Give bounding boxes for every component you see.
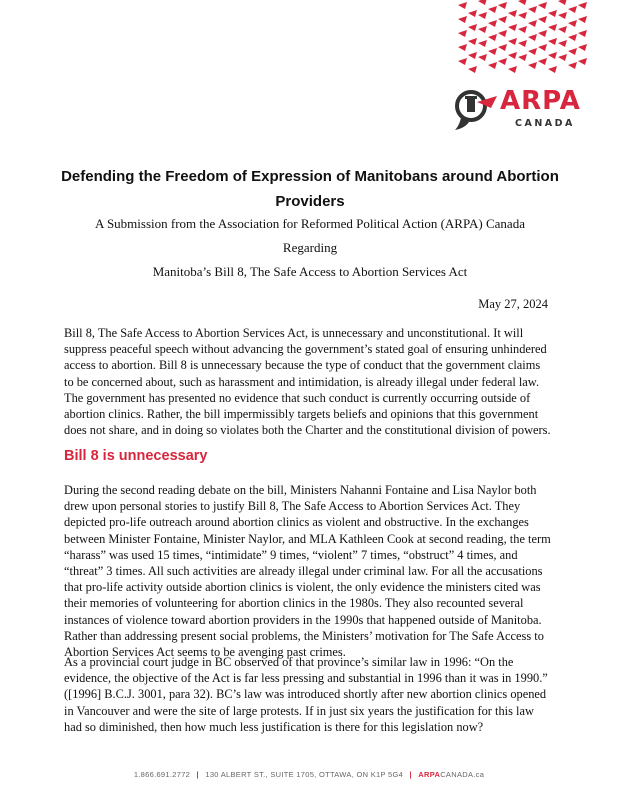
section-paragraph: As a provincial court judge in BC observed of that province’s similar law in 1996: “On the evidence, the objective of the Act is far less pressing and substantial in 1996 than it was in 1990.” ([1996] B.C.J. 3001, para 32). BC’s law was introduced shortly after new abortion clinics opened in Vancouver and were the site of large protests. If in just six years the justification for this law had so diminished, then how much less justification is there for this legislation now?: [64, 655, 548, 734]
document-subtitle-regarding: Regarding: [282, 240, 338, 255]
document-title: Defending the Freedom of Expression of Manitobans around Abortion Providers: [61, 168, 559, 210]
section-paragraph: During the second reading debate on the bill, Ministers Nahanni Fontaine and Lisa Naylor both drew upon personal stories to justify Bill 8, The Safe Access to Abortion Services Act. They depicted pro-life outreach around abortion clinics as violent and obstructive. In the exchanges between Minister Fontaine, Minister Naylor, and MLA Kathleen Cook at second reading, the term “harass” was used 15 times, “intimidate” 9 times, “violent” 7 times, “obstruct” 4 times, and “threat” 3 times. All such activities are already illegal under criminal law. For all the accusations that pro-life activity outside abortion clinics is violent, the only evidence the ministers cited was their memories of volunteering for abortion clinics in the 1980s. They also recounted several instances of violence toward abortion providers in the 1990s that happened outside of Manitoba. Rather than addressing present social problems, the Ministers’ motivation for The Safe Access to Abortion Services Act seems to be avenging past crimes.: [64, 483, 551, 660]
red-arrow-pattern-icon: [458, 0, 598, 80]
document-subtitle-bill: Manitoba’s Bill 8, The Safe Access to Abortion Services Act: [152, 264, 468, 279]
footer-phone: 1.866.691.2772: [133, 770, 191, 779]
section-heading: Bill 8 is unnecessary: [64, 448, 208, 464]
logo-subword: CANADA: [515, 118, 575, 129]
document-date: May 27, 2024: [478, 297, 548, 311]
lighthouse-speech-bubble-icon: [453, 88, 501, 132]
footer-address: 130 ALBERT ST., SUITE 1705, OTTAWA, ON K1P 5G4: [205, 770, 404, 779]
intro-paragraph: Bill 8, The Safe Access to Abortion Services Act, is unnecessary and unconstitutional. It will suppress peaceful speech without advancing the government’s stated goal of ensuring unhindered access to abortion. Bill 8 is unnecessary because the type of conduct that the government claims to be concerned about, such as harassment and intimidation, is already illegal under federal law. The government has presented no evidence that such conduct is currently occurring outside of abortion clinics. Rather, the bill impermissibly targets beliefs and opinions that this government does not share, and in doing so violates both the Charter and the constitutional division of powers.: [64, 326, 551, 438]
footer-site-brand: ARPA: [418, 770, 441, 779]
footer-separator: |: [409, 770, 412, 779]
arpa-logo: [453, 88, 583, 138]
document-subtitle: A Submission from the Association for Reformed Political Action (ARPA) Canada: [95, 216, 525, 231]
footer-separator: |: [196, 770, 199, 779]
page-footer: [0, 770, 618, 779]
logo-wordmark: ARPA: [500, 86, 581, 116]
footer-site-rest: CANADA.ca: [440, 770, 485, 779]
